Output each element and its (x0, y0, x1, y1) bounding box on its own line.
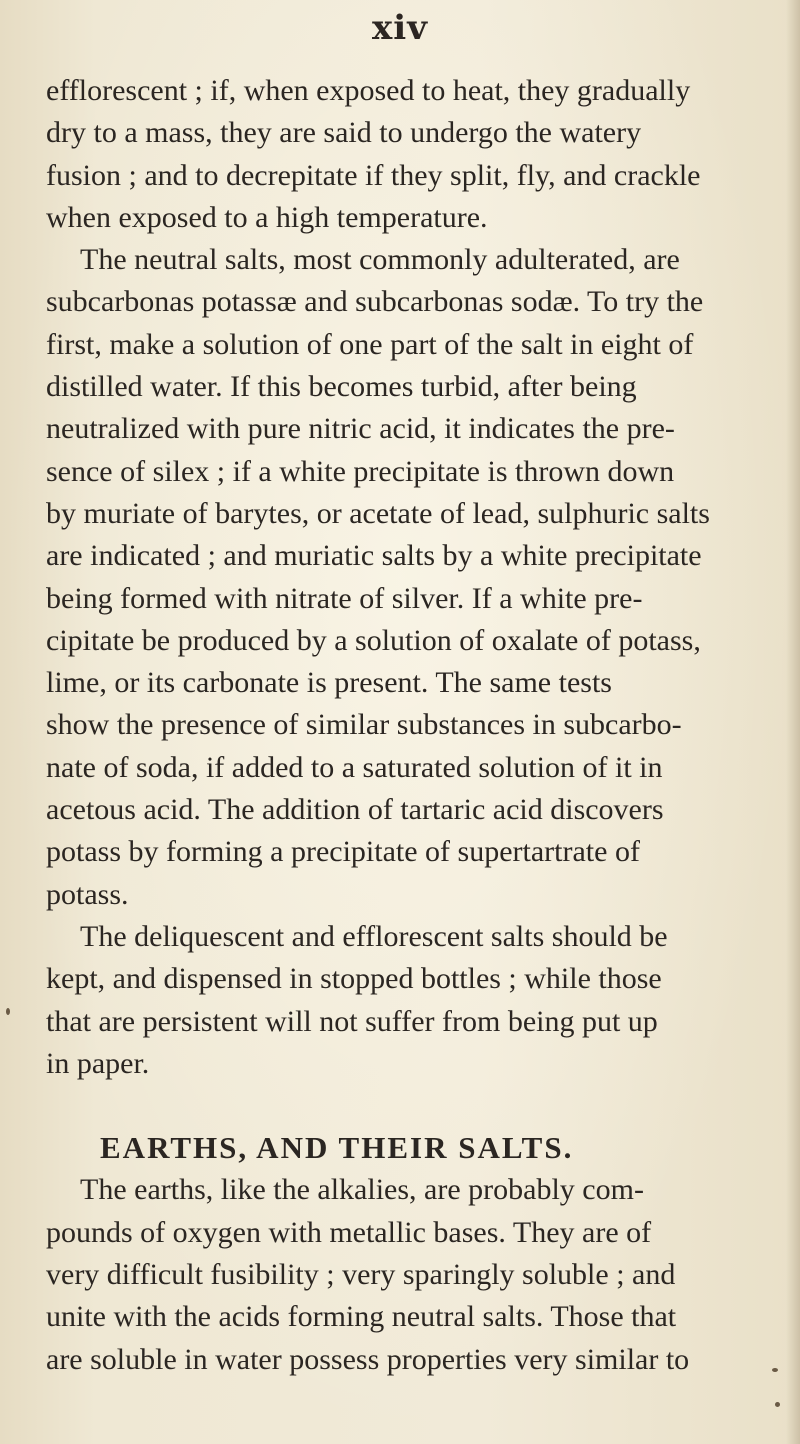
section-spacer (46, 1085, 800, 1127)
text-line: by muriate of barytes, or acetate of lead, sulphuric salts (46, 496, 710, 530)
text-line: neutralized with pure nitric acid, it indicates the pre- (46, 412, 675, 446)
text-line: potass by forming a precipitate of supertartrate of (46, 835, 640, 869)
text-line: when exposed to a high temperature. (46, 200, 488, 234)
text-line: nate of soda, if added to a saturated solution of it in (46, 750, 663, 784)
text-line: unite with the acids forming neutral salts. Those that (46, 1300, 677, 1334)
ink-speck (6, 1008, 10, 1015)
text-line: fusion ; and to decrepitate if they split, fly, and crackle (46, 158, 701, 192)
text-line: kept, and dispensed in stopped bottles ; while those (46, 962, 662, 996)
text-line: The neutral salts, most commonly adulterated, are (80, 243, 680, 277)
text-line: first, make a solution of one part of the salt in eight of (46, 327, 694, 361)
text-line: cipitate be produced by a solution of oxalate of potass, (46, 623, 701, 657)
text-line: very difficult fusibility ; very sparingly soluble ; and (46, 1258, 676, 1292)
page-number: xiv (372, 8, 428, 48)
text-line: acetous acid. The addition of tartaric acid discovers (46, 793, 664, 827)
text-line: potass. (46, 877, 129, 911)
text-line: The earths, like the alkalies, are probably com- (80, 1173, 644, 1207)
text-line: in paper. (46, 1046, 150, 1080)
page-edge-shadow (786, 0, 800, 1444)
text-line: being formed with nitrate of silver. If a white pre- (46, 581, 643, 615)
page-body-text (46, 70, 800, 1381)
ink-speck (772, 1368, 778, 1372)
text-line: pounds of oxygen with metallic bases. They are of (46, 1215, 652, 1249)
text-line: lime, or its carbonate is present. The same tests (46, 666, 612, 700)
text-line: subcarbonas potassæ and subcarbonas sodæ. To try the (46, 285, 704, 319)
section-heading: EARTHS, AND THEIR SALTS. (100, 1130, 574, 1166)
text-line: show the presence of similar substances in subcarbo- (46, 708, 682, 742)
text-line: efflorescent ; if, when exposed to heat, they gradually (46, 74, 691, 107)
text-line: distilled water. If this becomes turbid, after being (46, 370, 637, 404)
text-line: dry to a mass, they are said to undergo the watery (46, 116, 642, 150)
ink-speck (775, 1402, 780, 1407)
text-line: The deliquescent and efflorescent salts should be (80, 919, 668, 953)
text-line: are soluble in water possess properties very similar to (46, 1342, 690, 1376)
text-line: are indicated ; and muriatic salts by a white precipitate (46, 539, 702, 573)
text-line: that are persistent will not suffer from being put up (46, 1004, 658, 1038)
text-line: sence of silex ; if a white precipitate is thrown down (46, 454, 675, 488)
